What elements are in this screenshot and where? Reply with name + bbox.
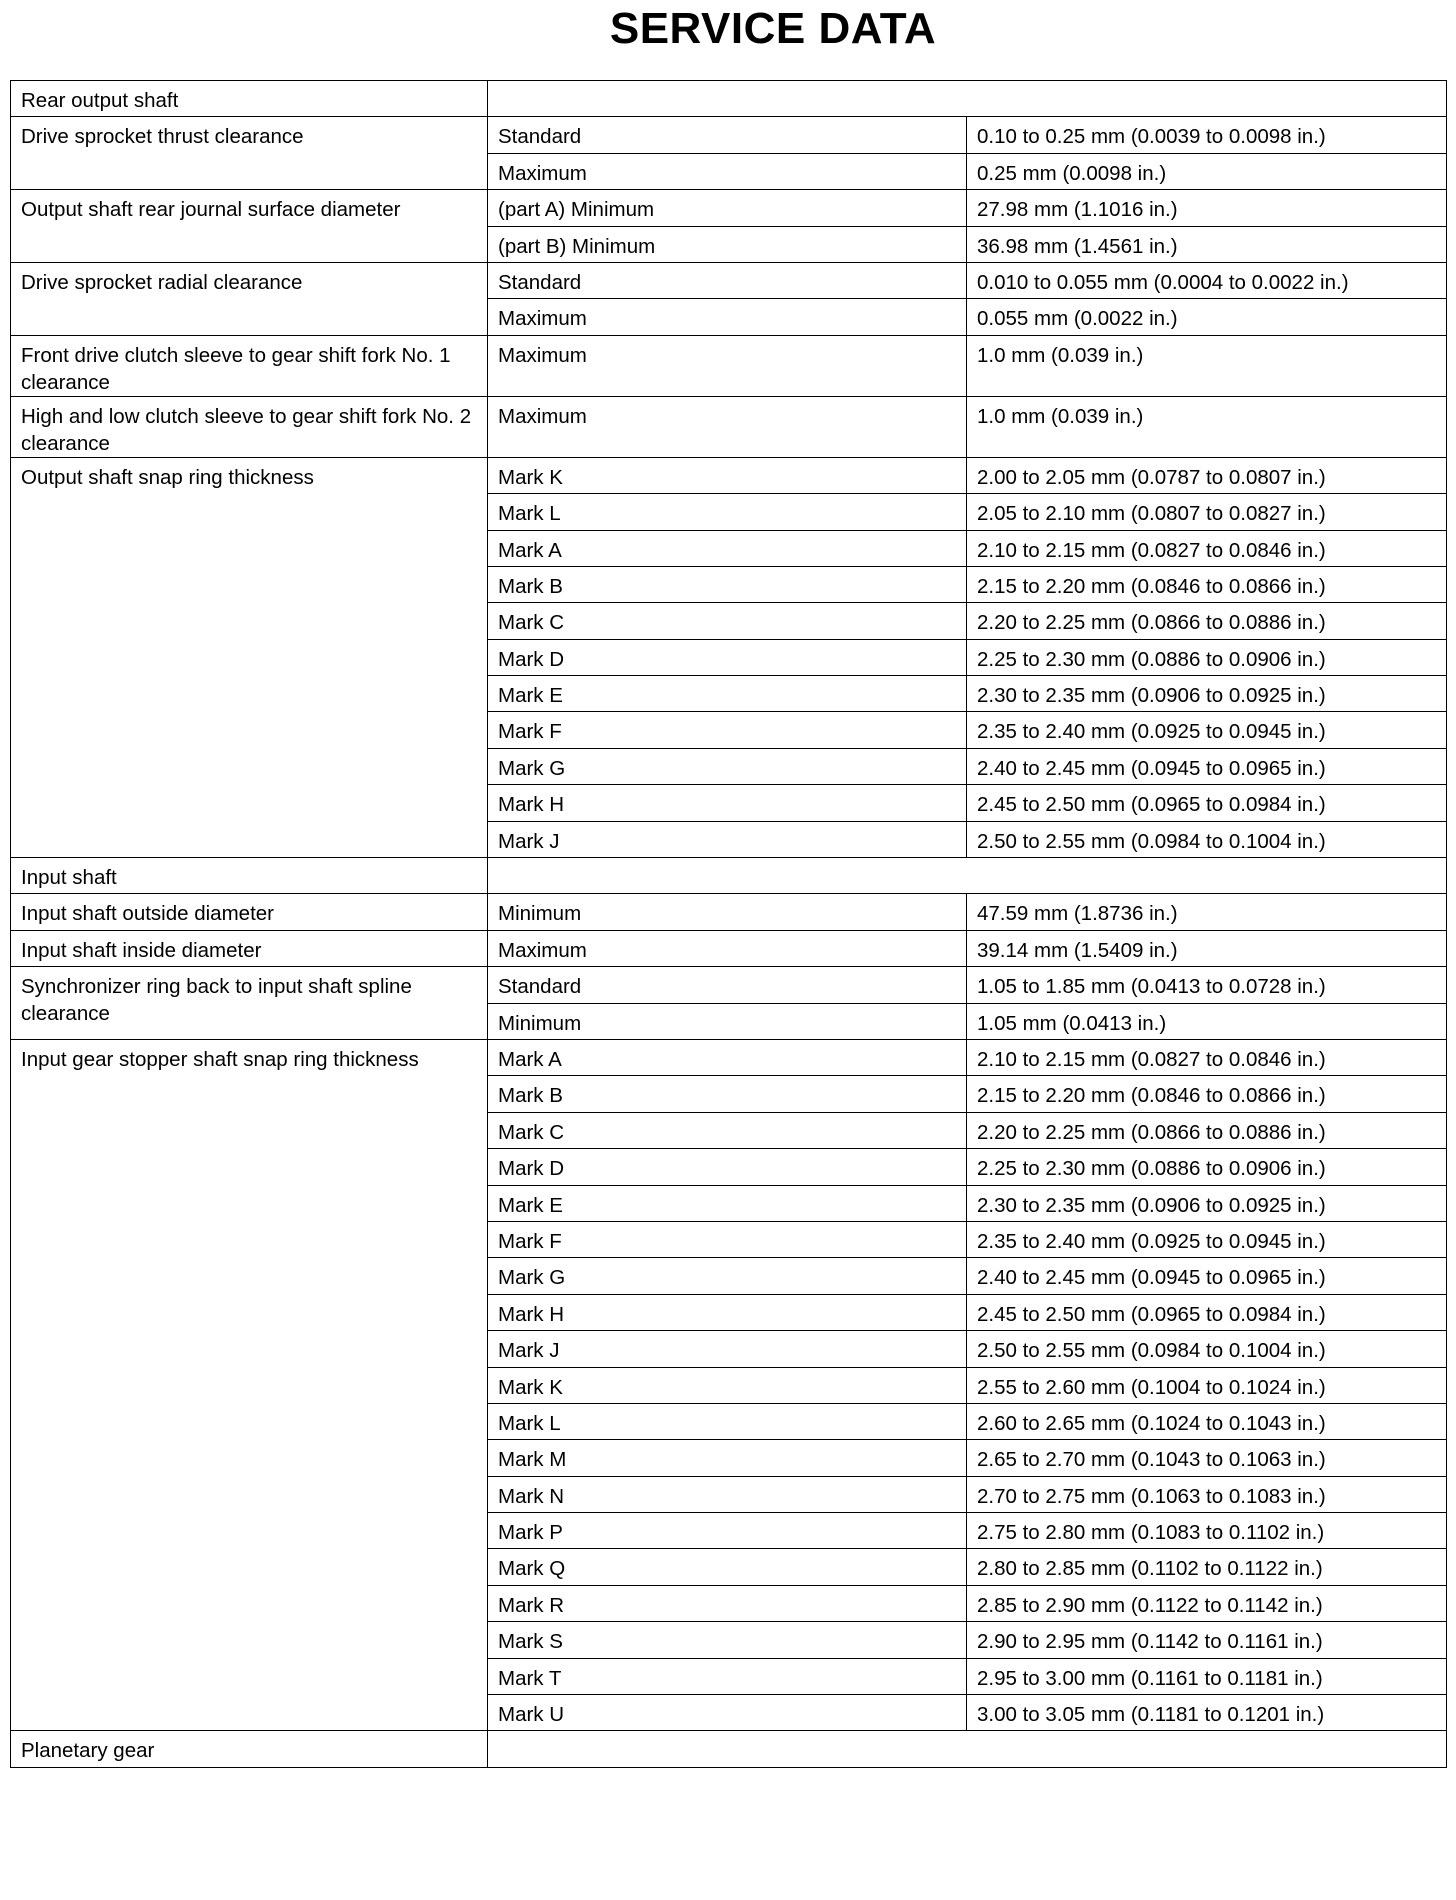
value-cell: 1.0 mm (0.039 in.) — [967, 396, 1447, 457]
condition-cell: Maximum — [488, 930, 967, 966]
value-cell: 2.35 to 2.40 mm (0.0925 to 0.0945 in.) — [967, 712, 1447, 748]
value-cell: 39.14 mm (1.5409 in.) — [967, 930, 1447, 966]
value-cell: 2.50 to 2.55 mm (0.0984 to 0.1004 in.) — [967, 821, 1447, 857]
section-heading: Rear output shaft — [11, 81, 488, 117]
condition-cell: Mark K — [488, 457, 967, 493]
value-cell: 2.20 to 2.25 mm (0.0866 to 0.0886 in.) — [967, 1112, 1447, 1148]
value-cell: 2.45 to 2.50 mm (0.0965 to 0.0984 in.) — [967, 1294, 1447, 1330]
table-row — [11, 967, 1447, 1003]
item-cell: Output shaft rear journal surface diameter — [11, 190, 488, 263]
condition-cell: Standard — [488, 117, 967, 153]
table-row — [11, 190, 1447, 226]
condition-cell: Standard — [488, 262, 967, 298]
condition-cell: Mark B — [488, 566, 967, 602]
condition-cell: Standard — [488, 967, 967, 1003]
condition-cell: (part A) Minimum — [488, 190, 967, 226]
value-cell: 2.40 to 2.45 mm (0.0945 to 0.0965 in.) — [967, 1258, 1447, 1294]
condition-cell: Mark A — [488, 530, 967, 566]
value-cell: 2.80 to 2.85 mm (0.1102 to 0.1122 in.) — [967, 1549, 1447, 1585]
condition-cell: Mark K — [488, 1367, 967, 1403]
value-cell: 2.40 to 2.45 mm (0.0945 to 0.0965 in.) — [967, 748, 1447, 784]
item-cell: High and low clutch sleeve to gear shift fork No. 2 clearance — [11, 396, 488, 457]
value-cell: 2.55 to 2.60 mm (0.1004 to 0.1024 in.) — [967, 1367, 1447, 1403]
condition-cell: Mark J — [488, 1331, 967, 1367]
value-cell: 2.25 to 2.30 mm (0.0886 to 0.0906 in.) — [967, 639, 1447, 675]
value-cell: 3.00 to 3.05 mm (0.1181 to 0.1201 in.) — [967, 1695, 1447, 1731]
condition-cell: Mark D — [488, 1149, 967, 1185]
empty-cell — [488, 1731, 1447, 1767]
value-cell: 27.98 mm (1.1016 in.) — [967, 190, 1447, 226]
condition-cell: Mark R — [488, 1585, 967, 1621]
item-cell: Synchronizer ring back to input shaft spline clearance — [11, 967, 488, 1040]
condition-cell: Maximum — [488, 335, 967, 396]
condition-cell: Mark F — [488, 1221, 967, 1257]
item-cell: Input shaft inside diameter — [11, 930, 488, 966]
value-cell: 2.10 to 2.15 mm (0.0827 to 0.0846 in.) — [967, 1039, 1447, 1075]
value-cell: 2.05 to 2.10 mm (0.0807 to 0.0827 in.) — [967, 494, 1447, 530]
condition-cell: Mark S — [488, 1622, 967, 1658]
table-row — [11, 457, 1447, 493]
table-row — [11, 117, 1447, 153]
item-cell: Input gear stopper shaft snap ring thickness — [11, 1039, 488, 1730]
condition-cell: Mark G — [488, 748, 967, 784]
value-cell: 2.00 to 2.05 mm (0.0787 to 0.0807 in.) — [967, 457, 1447, 493]
condition-cell: Mark B — [488, 1076, 967, 1112]
section-row — [11, 81, 1447, 117]
service-data-table-body — [11, 81, 1447, 1768]
condition-cell: Mark J — [488, 821, 967, 857]
value-cell: 2.65 to 2.70 mm (0.1043 to 0.1063 in.) — [967, 1440, 1447, 1476]
value-cell: 2.20 to 2.25 mm (0.0866 to 0.0886 in.) — [967, 603, 1447, 639]
section-row — [11, 1731, 1447, 1767]
condition-cell: Mark M — [488, 1440, 967, 1476]
condition-cell: Mark Q — [488, 1549, 967, 1585]
value-cell: 2.60 to 2.65 mm (0.1024 to 0.1043 in.) — [967, 1403, 1447, 1439]
condition-cell: Mark A — [488, 1039, 967, 1075]
item-cell: Drive sprocket thrust clearance — [11, 117, 488, 190]
value-cell: 1.05 to 1.85 mm (0.0413 to 0.0728 in.) — [967, 967, 1447, 1003]
condition-cell: Minimum — [488, 894, 967, 930]
value-cell: 0.10 to 0.25 mm (0.0039 to 0.0098 in.) — [967, 117, 1447, 153]
condition-cell: Mark L — [488, 1403, 967, 1439]
condition-cell: Maximum — [488, 396, 967, 457]
value-cell: 0.010 to 0.055 mm (0.0004 to 0.0022 in.) — [967, 262, 1447, 298]
item-cell: Drive sprocket radial clearance — [11, 262, 488, 335]
value-cell: 2.95 to 3.00 mm (0.1161 to 0.1181 in.) — [967, 1658, 1447, 1694]
item-cell: Front drive clutch sleeve to gear shift fork No. 1 clearance — [11, 335, 488, 396]
value-cell: 36.98 mm (1.4561 in.) — [967, 226, 1447, 262]
page-title: SERVICE DATA — [609, 4, 937, 53]
condition-cell: Mark G — [488, 1258, 967, 1294]
condition-cell: Mark L — [488, 494, 967, 530]
condition-cell: Maximum — [488, 299, 967, 335]
condition-cell: Maximum — [488, 153, 967, 189]
value-cell: 47.59 mm (1.8736 in.) — [967, 894, 1447, 930]
table-row — [11, 396, 1447, 457]
condition-cell: Mark T — [488, 1658, 967, 1694]
empty-cell — [488, 858, 1447, 894]
value-cell: 2.50 to 2.55 mm (0.0984 to 0.1004 in.) — [967, 1331, 1447, 1367]
value-cell: 2.25 to 2.30 mm (0.0886 to 0.0906 in.) — [967, 1149, 1447, 1185]
condition-cell: Mark C — [488, 603, 967, 639]
value-cell: 0.25 mm (0.0098 in.) — [967, 153, 1447, 189]
table-row — [11, 930, 1447, 966]
value-cell: 2.70 to 2.75 mm (0.1063 to 0.1083 in.) — [967, 1476, 1447, 1512]
condition-cell: Mark E — [488, 1185, 967, 1221]
value-cell: 2.90 to 2.95 mm (0.1142 to 0.1161 in.) — [967, 1622, 1447, 1658]
condition-cell: Mark D — [488, 639, 967, 675]
condition-cell: Mark E — [488, 676, 967, 712]
table-row — [11, 894, 1447, 930]
value-cell: 2.10 to 2.15 mm (0.0827 to 0.0846 in.) — [967, 530, 1447, 566]
condition-cell: Mark C — [488, 1112, 967, 1148]
value-cell: 0.055 mm (0.0022 in.) — [967, 299, 1447, 335]
table-row — [11, 1039, 1447, 1075]
condition-cell: Mark F — [488, 712, 967, 748]
value-cell: 2.15 to 2.20 mm (0.0846 to 0.0866 in.) — [967, 566, 1447, 602]
condition-cell: Mark P — [488, 1513, 967, 1549]
value-cell: 2.15 to 2.20 mm (0.0846 to 0.0866 in.) — [967, 1076, 1447, 1112]
table-row — [11, 335, 1447, 396]
service-data-table — [10, 80, 1447, 1768]
value-cell: 2.75 to 2.80 mm (0.1083 to 0.1102 in.) — [967, 1513, 1447, 1549]
condition-cell: Mark N — [488, 1476, 967, 1512]
condition-cell: Mark U — [488, 1695, 967, 1731]
empty-cell — [488, 81, 1447, 117]
value-cell: 2.30 to 2.35 mm (0.0906 to 0.0925 in.) — [967, 676, 1447, 712]
condition-cell: Mark H — [488, 1294, 967, 1330]
item-cell: Input shaft outside diameter — [11, 894, 488, 930]
section-heading: Input shaft — [11, 858, 488, 894]
section-heading: Planetary gear — [11, 1731, 488, 1767]
value-cell: 2.45 to 2.50 mm (0.0965 to 0.0984 in.) — [967, 785, 1447, 821]
value-cell: 2.35 to 2.40 mm (0.0925 to 0.0945 in.) — [967, 1221, 1447, 1257]
item-cell: Output shaft snap ring thickness — [11, 457, 488, 857]
value-cell: 2.30 to 2.35 mm (0.0906 to 0.0925 in.) — [967, 1185, 1447, 1221]
value-cell: 1.05 mm (0.0413 in.) — [967, 1003, 1447, 1039]
table-row — [11, 262, 1447, 298]
condition-cell: (part B) Minimum — [488, 226, 967, 262]
section-row — [11, 858, 1447, 894]
value-cell: 1.0 mm (0.039 in.) — [967, 335, 1447, 396]
value-cell: 2.85 to 2.90 mm (0.1122 to 0.1142 in.) — [967, 1585, 1447, 1621]
condition-cell: Mark H — [488, 785, 967, 821]
condition-cell: Minimum — [488, 1003, 967, 1039]
